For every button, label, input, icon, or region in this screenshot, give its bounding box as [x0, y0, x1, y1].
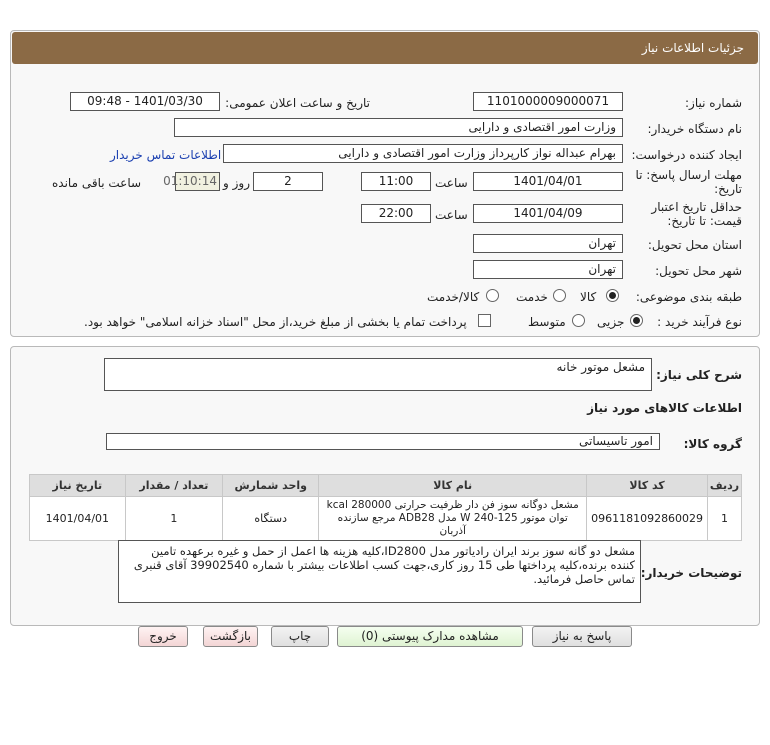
category-radio-goods[interactable] [606, 289, 619, 302]
category-option-goods: کالا [580, 290, 597, 304]
city-label: شهر محل تحویل: [655, 264, 742, 278]
buyer-desc-label: توضیحات خریدار: [640, 566, 742, 580]
process-option-medium: متوسط [528, 315, 566, 329]
goods-info-title: اطلاعات کالاهای مورد نیاز [587, 401, 742, 415]
province-field: تهران [473, 234, 623, 253]
validity-time-label: ساعت [435, 208, 468, 222]
validity-label-1: حداقل تاریخ اعتبار [651, 200, 742, 214]
column-header-row: ردیف [708, 475, 742, 497]
send-time-label: ساعت [435, 176, 468, 190]
buyer-org-label: نام دستگاه خریدار: [647, 122, 742, 136]
goods-group-label: گروه کالا: [683, 437, 742, 451]
province-label: استان محل تحویل: [647, 238, 742, 252]
cell-qty: 1 [125, 497, 222, 541]
goods-table [29, 474, 742, 541]
send-time-field: 11:00 [361, 172, 431, 191]
summary-label: شرح کلی نیاز: [656, 368, 742, 382]
category-radio-both[interactable] [486, 289, 499, 302]
process-label: نوع فرآیند خرید : [657, 315, 742, 329]
remaining-time-field: 01:10:14 [175, 172, 220, 191]
table-header-row [30, 475, 742, 497]
table-row [30, 497, 742, 541]
category-label: طبقه بندی موضوعی: [635, 290, 742, 304]
attachments-button[interactable]: مشاهده مدارک پیوستی (0) [337, 626, 523, 647]
validity-label-2: قیمت: تا تاریخ: [667, 214, 742, 228]
summary-field: مشعل موتور خانه [104, 358, 652, 391]
validity-time-field: 22:00 [361, 204, 431, 223]
category-option-both: کالا/خدمت [427, 290, 480, 304]
announce-label: تاریخ و ساعت اعلان عمومی: [225, 96, 370, 110]
reply-button[interactable]: پاسخ به نیاز [532, 626, 632, 647]
column-header-date: تاریخ نیاز [30, 475, 126, 497]
cell-date: 1401/04/01 [30, 497, 126, 541]
announce-field: 1401/03/30 - 09:48 [70, 92, 220, 111]
exit-button[interactable]: خروج [138, 626, 188, 647]
cell-unit: دستگاه [223, 497, 319, 541]
days-field: 2 [253, 172, 323, 191]
send-deadline-label-1: مهلت ارسال پاسخ: تا [635, 168, 742, 182]
page-title: جزئیات اطلاعات نیاز [641, 41, 744, 55]
cell-name: مشعل دوگانه سوز فن دار ظرفیت حرارتی kcal 280000 توان موتور W 240-125 مدل ADB28 مرجع سازنده آذربان [319, 497, 587, 541]
validity-date-field: 1401/04/09 [473, 204, 623, 223]
days-label: روز و [223, 176, 250, 190]
cell-row: 1 [708, 497, 742, 541]
page-header [12, 32, 758, 64]
column-header-code: کد کالا [587, 475, 708, 497]
need-number-label: شماره نیاز: [685, 96, 742, 110]
treasury-payment-checkbox[interactable] [478, 314, 491, 327]
process-option-minor: جزیی [597, 315, 625, 329]
remaining-label: ساعت باقی مانده [52, 176, 142, 190]
category-radio-service[interactable] [553, 289, 566, 302]
creator-label: ایجاد کننده درخواست: [631, 148, 742, 162]
cell-code: 0961181092860029 [587, 497, 708, 541]
column-header-unit: واحد شمارش [223, 475, 319, 497]
buyer-desc-field: مشعل دو گانه سوز برند ایران رادیاتور مدل ID2800،کلیه هزینه ها اعمل از حمل و غیره برعهده تامین کننده برنده،کلیه پرداختها طی 15 روز کاری،جهت کسب اطلاعات بیشتر با شماره 39902540 آقای قنبری تماس حاصل فرمائید. [118, 540, 641, 603]
back-button[interactable]: بازگشت [203, 626, 258, 647]
creator-field: بهرام عبداله نواز کارپرداز وزارت امور اقتصادی و دارایی [223, 144, 623, 163]
category-option-service: خدمت [516, 290, 548, 304]
buyer-contact-link[interactable]: اطلاعات تماس خریدار [110, 148, 222, 162]
send-deadline-label-2: تاریخ: [714, 182, 742, 196]
process-radio-minor[interactable] [630, 314, 643, 327]
send-date-field: 1401/04/01 [473, 172, 623, 191]
city-field: تهران [473, 260, 623, 279]
need-number-field: 1101000009000071 [473, 92, 623, 111]
process-radio-medium[interactable] [572, 314, 585, 327]
column-header-name: نام کالا [319, 475, 587, 497]
treasury-payment-note: پرداخت تمام یا بخشی از مبلغ خرید،از محل "اسناد خزانه اسلامی" خواهد بود. [84, 315, 467, 329]
goods-group-field: امور تاسیساتی [106, 433, 660, 450]
column-header-qty: تعداد / مقدار [125, 475, 222, 497]
buyer-org-field: وزارت امور اقتصادی و دارایی [174, 118, 623, 137]
print-button[interactable]: چاپ [271, 626, 329, 647]
